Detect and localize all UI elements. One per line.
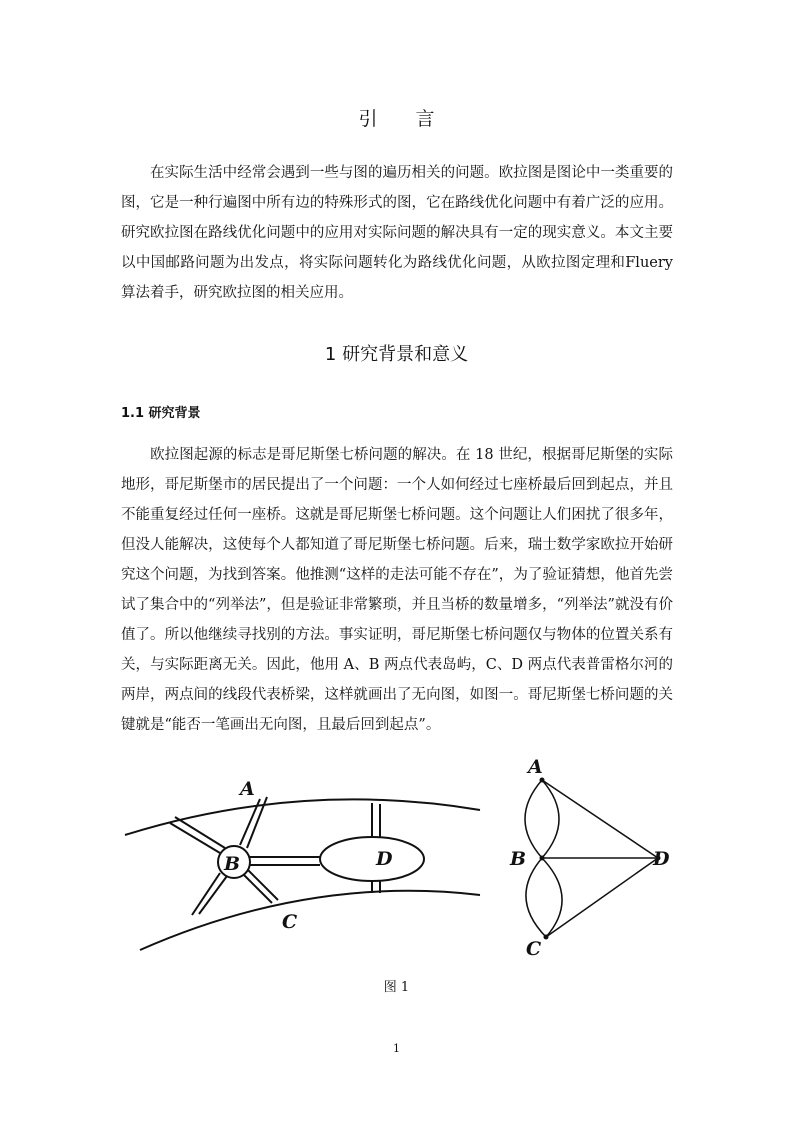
- page-number: 1: [393, 1042, 400, 1055]
- edge-b-c-left: [526, 858, 546, 937]
- map-label-d: D: [376, 848, 393, 870]
- river-map-diagram: [125, 797, 480, 950]
- vertex-b: [540, 856, 545, 861]
- graph-label-c: C: [526, 938, 542, 960]
- figure-caption: 图 1: [383, 980, 410, 995]
- graph-diagram: [525, 780, 658, 937]
- edge-c-d: [546, 858, 658, 937]
- graph-label-a: A: [528, 756, 543, 778]
- south-bank-line: [140, 891, 480, 950]
- graph-label-d: D: [653, 848, 670, 870]
- intro-title: 引 言: [358, 108, 451, 130]
- intro-paragraph: 在实际生活中经常会遇到一些与图的遍历相关的问题。欧拉图是图论中一类重要的图，它是一种行遍图中所有边的特殊形式的图，它在路线优化问题中有着广泛的应用。研究欧拉图在路线优化问题中的应用对实际问题的解决具有一定的现实意义。本文主要以中国邮路问题为出发点，将实际问题转化为路线优化问题，从欧拉图定理和Fluery 算法着手，研究欧拉图的相关应用。: [121, 165, 673, 301]
- map-label-b: B: [224, 853, 241, 875]
- vertex-c: [544, 935, 549, 940]
- island-d: [320, 837, 424, 881]
- edge-b-c-right: [542, 858, 562, 937]
- subsection-title: 1.1 研究背景: [121, 406, 201, 421]
- map-label-c: C: [282, 911, 298, 933]
- map-label-a: A: [240, 778, 255, 800]
- konigsberg-figure: [110, 755, 690, 965]
- graph-label-b: B: [510, 848, 527, 870]
- north-bank-line: [125, 799, 480, 835]
- background-paragraph: 欧拉图起源的标志是哥尼斯堡七桥问题的解决。在 18 世纪，根据哥尼斯堡的实际地形，哥尼斯堡市的居民提出了一个问题：一个人如何经过七座桥最后回到起点，并且不能重复经过任何一座桥。这就是哥尼斯堡七桥问题。这个问题让人们困扰了很多年，但没人能解决，这使每个人都知道了哥尼斯堡七桥问题。后来，瑞士数学家欧拉开始研究这个问题，为找到答案。他推测“这样的走法可能不存在”，为了验证猜想，他首先尝试了集合中的“列举法”，但是验证非常繁琐，并且当桥的数量增多，“列举法”就没有价值了。所以他继续寻找别的方法。事实证明，哥尼斯堡七桥问题仅与物体的位置关系有关，与实际距离无关。因此，他用 A、B 两点代表岛屿，C、D 两点代表普雷格尔河的两岸，两点间的线段代表桥梁，这样就画出了无向图，如图一。哥尼斯堡七桥问题的关键就是“能否一笔画出无向图，且最后回到起点”。: [121, 447, 673, 733]
- section-title: 1 研究背景和意义: [324, 344, 469, 365]
- edge-a-b-right: [542, 780, 559, 858]
- vertex-a: [540, 778, 545, 783]
- edge-a-b-left: [525, 780, 542, 858]
